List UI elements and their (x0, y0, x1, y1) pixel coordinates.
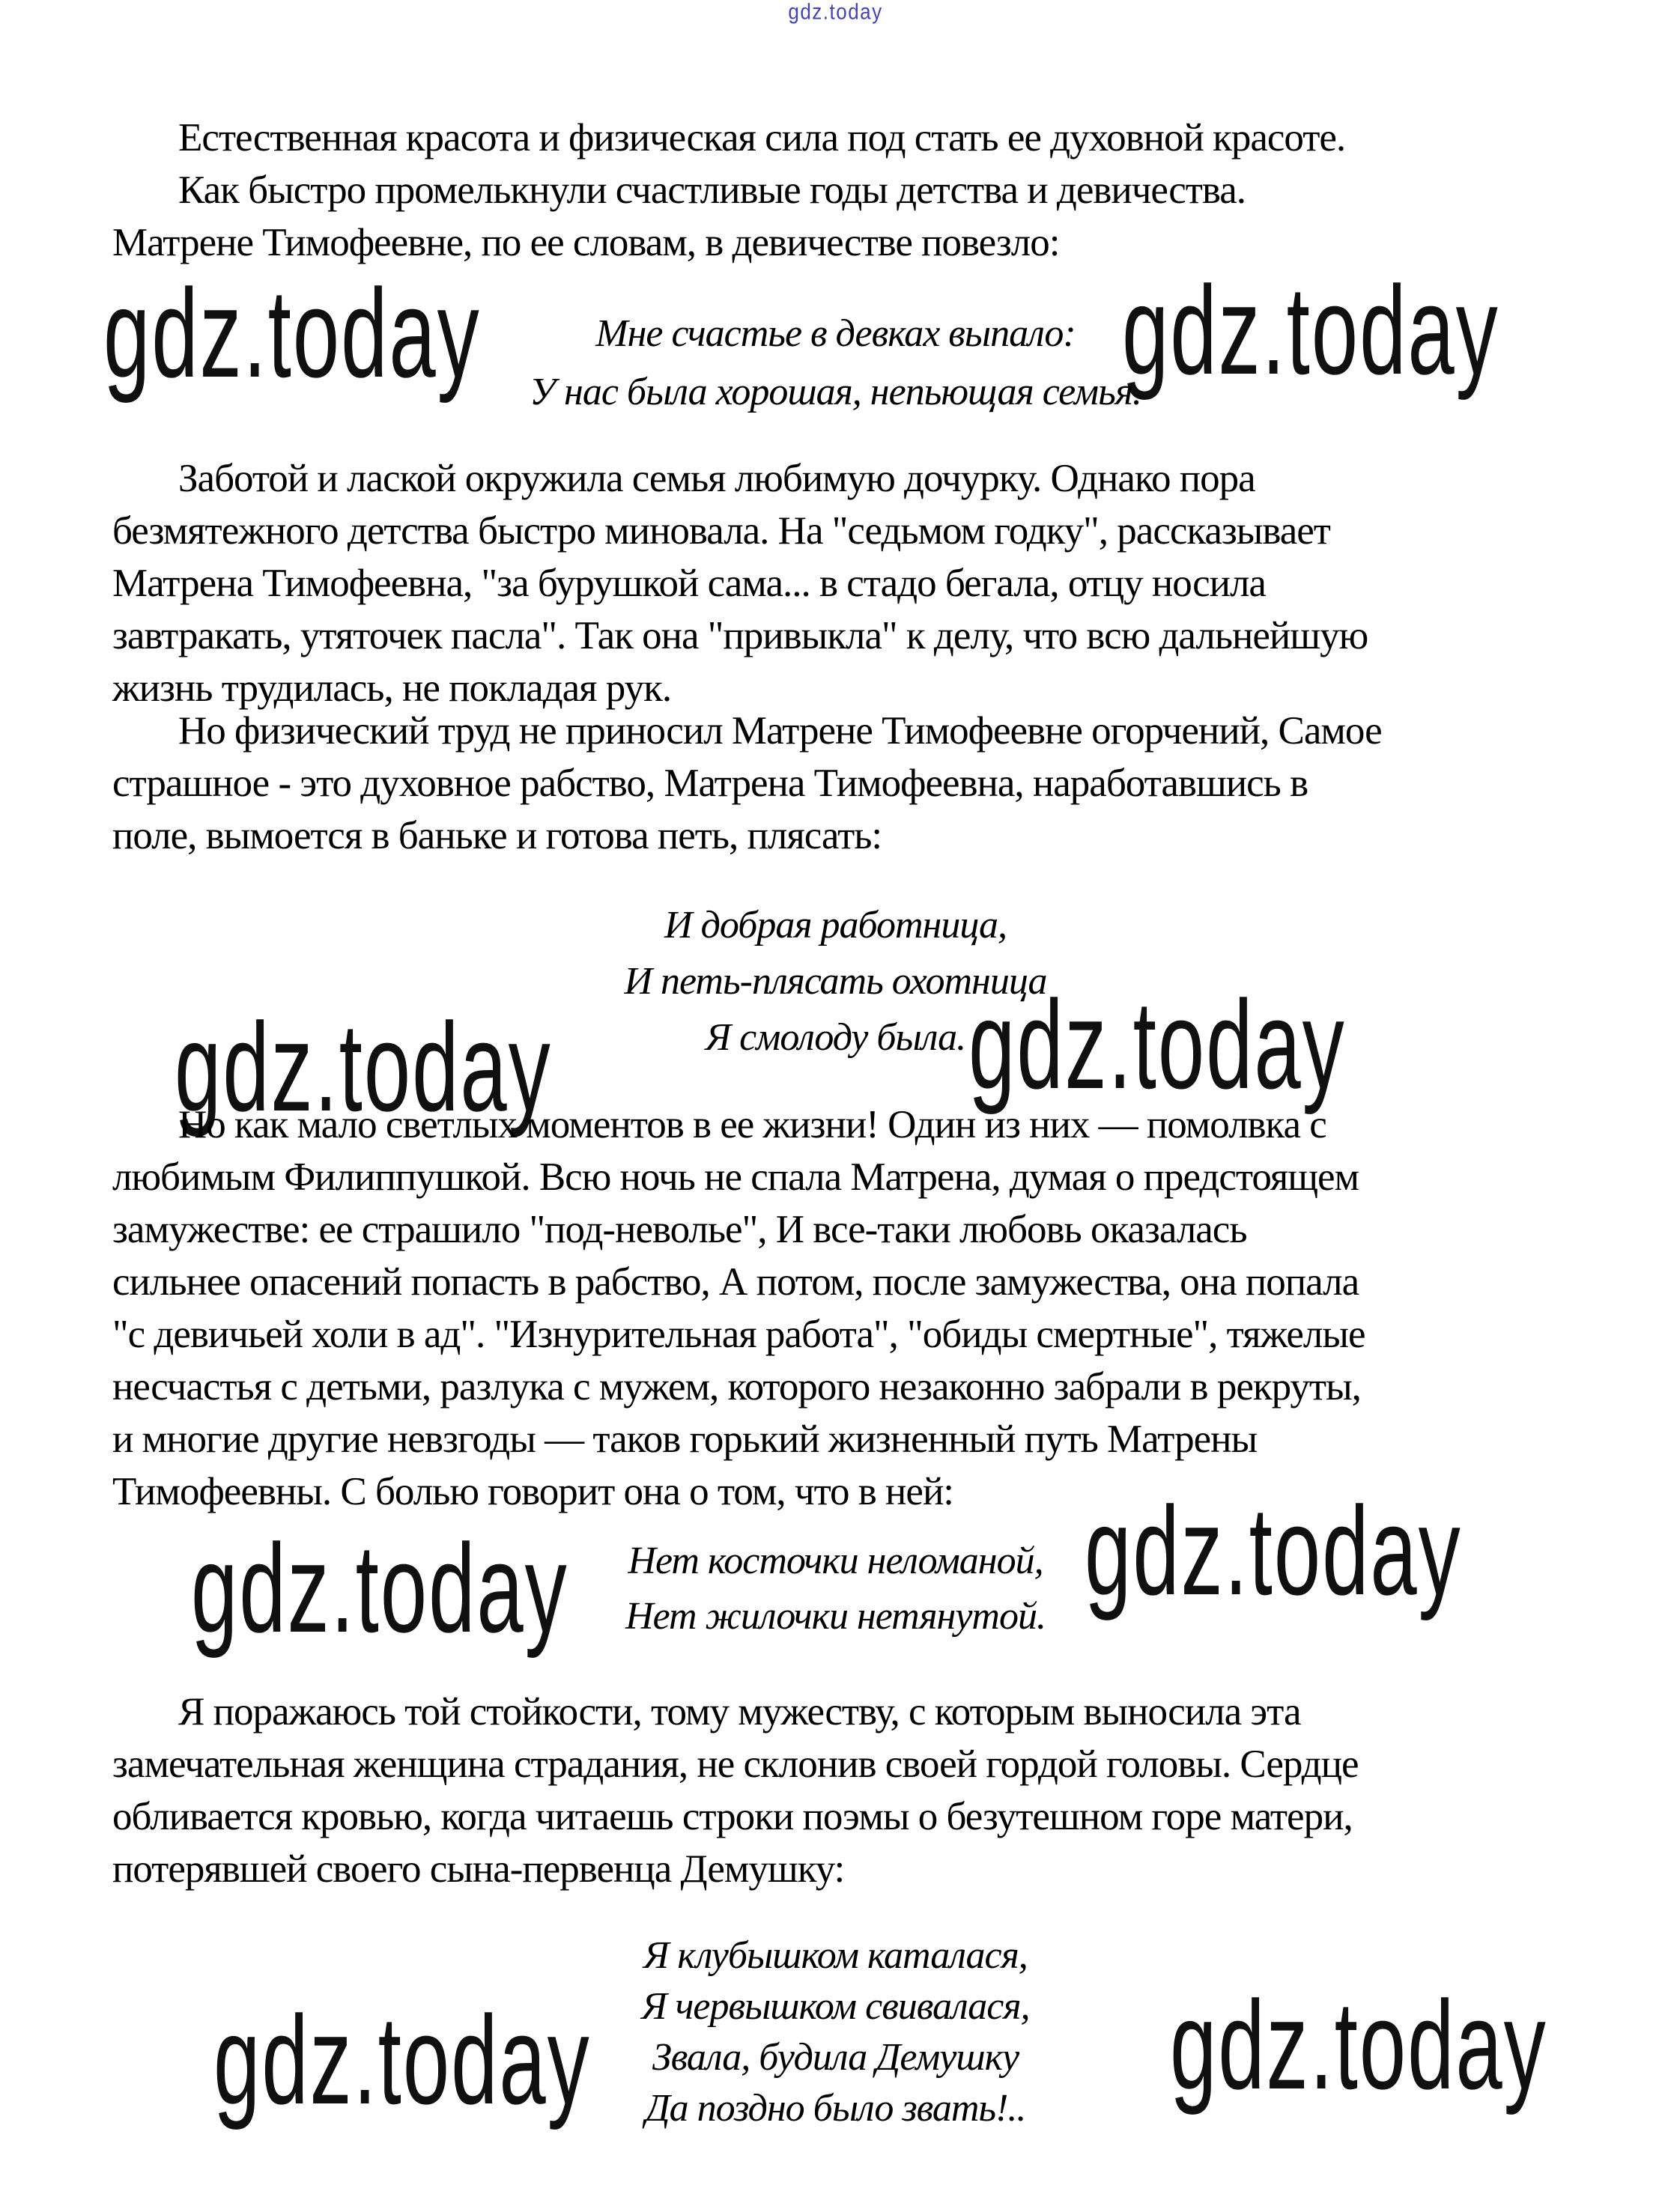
watermark: gdz.today (1085, 1480, 1462, 1621)
text-line: Матрена Тимофеевна, "за бурушкой сама... в стадо бегала, отцу носила (112, 562, 1266, 605)
text-line: Матрене Тимофеевне, по ее словам, в девичестве повезло: (112, 221, 1060, 264)
paragraph-2 (112, 452, 1368, 714)
verse-line: Мне счастье в девках выпало: (595, 312, 1076, 355)
text-line: Естественная красота и физическая сила под стать ее духовной красоте. (178, 116, 1346, 159)
text-line: замужестве: ее страшило "под-неволье", И все-таки любовь оказалась (112, 1208, 1247, 1251)
watermark: gdz.today (1122, 260, 1499, 401)
text-line: Тимофеевны. С болью говорит она о том, что в ней: (112, 1470, 954, 1513)
verse-line: У нас была хорошая, непьющая семья. (530, 371, 1141, 413)
watermark: gdz.today (103, 263, 481, 404)
paragraph-3 (112, 705, 1382, 862)
text-line: сильнее опасений попасть в рабство, А потом, после замужества, она попала (112, 1260, 1359, 1304)
text-line: любимым Филиппушкой. Всю ночь не спала Матрена, думая о предстоящем (112, 1155, 1359, 1199)
paragraph-4 (112, 1099, 1365, 1518)
verse-line: Нет косточки неломаной, (628, 1540, 1043, 1582)
text-line: жизнь трудилась, не покладая рук. (112, 666, 672, 710)
watermark: gdz.today (968, 974, 1346, 1115)
paragraph-1 (112, 112, 1345, 269)
verse-line: И добрая работница, (664, 904, 1007, 947)
watermark: gdz.today (175, 997, 552, 1137)
text-line: обливается кровью, когда читаешь строки поэмы о безутешном горе матери, (112, 1795, 1353, 1838)
text-line: Заботой и лаской окружила семья любимую дочурку. Однако пора (178, 457, 1255, 500)
text-line: безмятежного детства быстро миновала. На "седьмом годку", рассказывает (112, 509, 1330, 553)
text-line: потерявшей своего сына-первенца Демушку: (112, 1847, 845, 1891)
verse-quote-3 (0, 1534, 1671, 1644)
text-line: Как быстро промелькнули счастливые годы детства и девичества. (178, 168, 1246, 212)
verse-line: Я клубышком каталася, (643, 1934, 1028, 1977)
verse-line: Я смолоду была. (705, 1016, 966, 1059)
watermark-top: gdz.today (788, 0, 883, 25)
text-line: "с девичьей холи в ад". "Изнурительная работа", "обиды смертные", тяжелые (112, 1313, 1365, 1356)
text-line: завтракать, утяточек пасла". Так она "привыкла" к делу, что всю дальнейшую (112, 614, 1368, 657)
verse-line: Звала, будила Демушку (652, 2036, 1019, 2079)
text-line: замечательная женщина страдания, не склонив своей гордой головы. Сердце (112, 1742, 1359, 1786)
paragraph-5 (112, 1686, 1359, 1895)
text-line: Я поражаюсь той стойкости, тому мужеству, с которым выносила эта (178, 1690, 1301, 1734)
text-line: и многие другие невзгоды — таков горький жизненный путь Матрены (112, 1418, 1258, 1461)
verse-line: Нет жилочки нетянутой. (625, 1595, 1046, 1638)
text-line: страшное - это духовное рабство, Матрена Тимофеевна, наработавшись в (112, 762, 1308, 805)
text-line: Но физический труд не приносил Матрене Тимофеевне огорчений, Самое (178, 709, 1382, 753)
verse-quote-1 (0, 305, 1671, 422)
verse-line: Я червышком свивалася, (641, 1985, 1030, 2028)
verse-line: Да поздно было звать!.. (645, 2087, 1026, 2130)
watermark: gdz.today (191, 1518, 568, 1659)
text-line: поле, вымоется в баньке и готова петь, плясать: (112, 814, 882, 857)
watermark: gdz.today (213, 1990, 591, 2130)
text-line: Но как мало светлых моментов в ее жизни! Один из них — помолвка с (178, 1103, 1326, 1146)
verse-line: И петь-плясать охотница (624, 960, 1047, 1003)
watermark: gdz.today (1170, 1975, 1547, 2115)
text-line: несчастья с детьми, разлука с мужем, которого незаконно забрали в рекруты, (112, 1365, 1361, 1409)
